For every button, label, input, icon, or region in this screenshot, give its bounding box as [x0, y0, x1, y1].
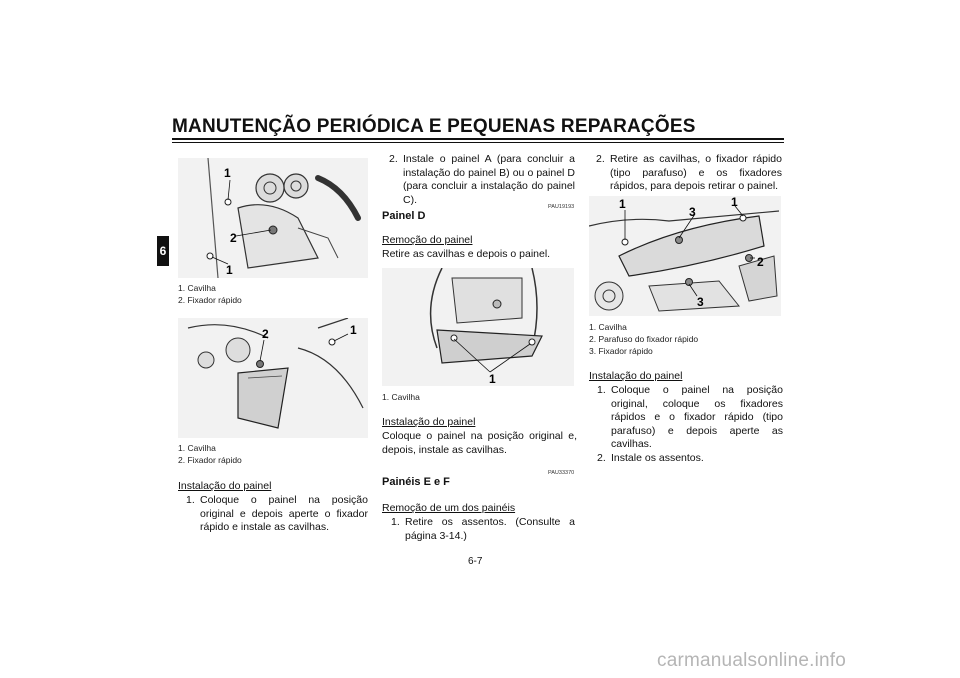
- page-title: MANUTENÇÃO PERIÓDICA E PEQUENAS REPARAÇÕES: [172, 116, 696, 137]
- callout-label: 3: [697, 295, 704, 309]
- step-text: Coloque o painel na posição original, coloque os fixadores rápidos e o fixador rápido (tipo parafuso) e depois aperte as cavilhas.: [611, 384, 783, 450]
- callout-label: 2: [757, 255, 764, 269]
- install-steps: [186, 494, 368, 535]
- callout-label: 1: [224, 166, 231, 180]
- step-number: 2.: [597, 451, 606, 464]
- callout-label: 3: [689, 205, 696, 219]
- figure-1-illustration: [178, 158, 368, 278]
- figure-caption: 1. Cavilha: [382, 392, 420, 402]
- panel-d-title: Painel D: [382, 210, 426, 222]
- install-text-d: Coloque o painel na posição original e, depois, instale as cavilhas.: [382, 430, 577, 456]
- callout-label: 1: [731, 196, 738, 209]
- step-number: 1.: [186, 494, 195, 506]
- watermark: carmanualsonline.info: [657, 650, 847, 671]
- reference-code: PAU33370: [548, 470, 575, 476]
- step-item: [597, 384, 783, 452]
- figure-handlebar-left: [178, 158, 368, 278]
- figure-caption: 2. Fixador rápido: [178, 295, 242, 305]
- reference-code: PAU19193: [548, 204, 575, 210]
- figure-caption: 1. Cavilha: [178, 283, 216, 293]
- callout-label: 1: [226, 263, 233, 277]
- callout-label: 1: [619, 197, 626, 211]
- col3-step-2: [596, 153, 782, 194]
- removal-heading: Remoção do painel: [382, 234, 473, 246]
- figure-caption: 1. Cavilha: [589, 322, 627, 332]
- install-heading: Instalação do painel: [178, 480, 272, 492]
- step-number: 1.: [597, 384, 606, 396]
- step-text: Retire os assentos. (Consulte a página 3-14.): [405, 516, 575, 542]
- step-item: [389, 153, 575, 207]
- page-number: 6-7: [468, 556, 483, 567]
- step-item: [596, 153, 782, 194]
- step-item: [391, 516, 575, 543]
- figure-2-illustration: [178, 318, 368, 438]
- figure-4-illustration: [589, 196, 781, 316]
- step-number: 2.: [389, 153, 398, 165]
- step-number: 2.: [596, 153, 605, 165]
- step-item: [186, 494, 368, 535]
- figure-caption: 2. Fixador rápido: [178, 455, 242, 465]
- figure-panels-ef: [589, 196, 781, 316]
- figure-caption: 1. Cavilha: [178, 443, 216, 453]
- figure-caption: 3. Fixador rápido: [589, 346, 653, 356]
- step-text: Coloque o painel na posição original e depois aperte o fixador rápido e instale as cavilhas.: [200, 494, 368, 533]
- figure-panel-d: [382, 268, 574, 386]
- title-rule: [172, 138, 784, 140]
- callout-label: 1: [350, 323, 357, 337]
- figure-handlebar-right: [178, 318, 368, 438]
- section-tab: 6: [157, 236, 169, 266]
- removal-steps: [391, 516, 575, 543]
- step-text: Instale os assentos.: [611, 451, 704, 464]
- install-heading-d: Instalação do painel: [382, 416, 476, 428]
- callout-label: 1: [489, 372, 496, 386]
- removal-one-heading: Remoção de um dos painéis: [382, 502, 516, 514]
- col2-step-2: [389, 153, 575, 207]
- panels-ef-title: Painéis E e F: [382, 476, 450, 488]
- removal-text: Retire as cavilhas e depois o painel.: [382, 248, 551, 260]
- step-item: [597, 452, 783, 466]
- step-number: 1.: [391, 516, 400, 528]
- step-text: Retire as cavilhas, o fixador rápido (tipo parafuso) e os fixadores rápidos, para depois retirar o painel.: [610, 153, 782, 192]
- step-text: Instale o painel A (para concluir a instalação do painel B) ou o painel D (para concluir a instalação do painel C).: [403, 153, 575, 206]
- install-heading-ef: Instalação do painel: [589, 370, 683, 382]
- callout-label: 2: [262, 327, 269, 341]
- title-rule-thin: [172, 142, 784, 143]
- figure-caption: 2. Parafuso do fixador rápido: [589, 334, 699, 344]
- figure-3-illustration: [382, 268, 574, 386]
- callout-label: 2: [230, 231, 237, 245]
- install-steps-ef: [597, 384, 783, 465]
